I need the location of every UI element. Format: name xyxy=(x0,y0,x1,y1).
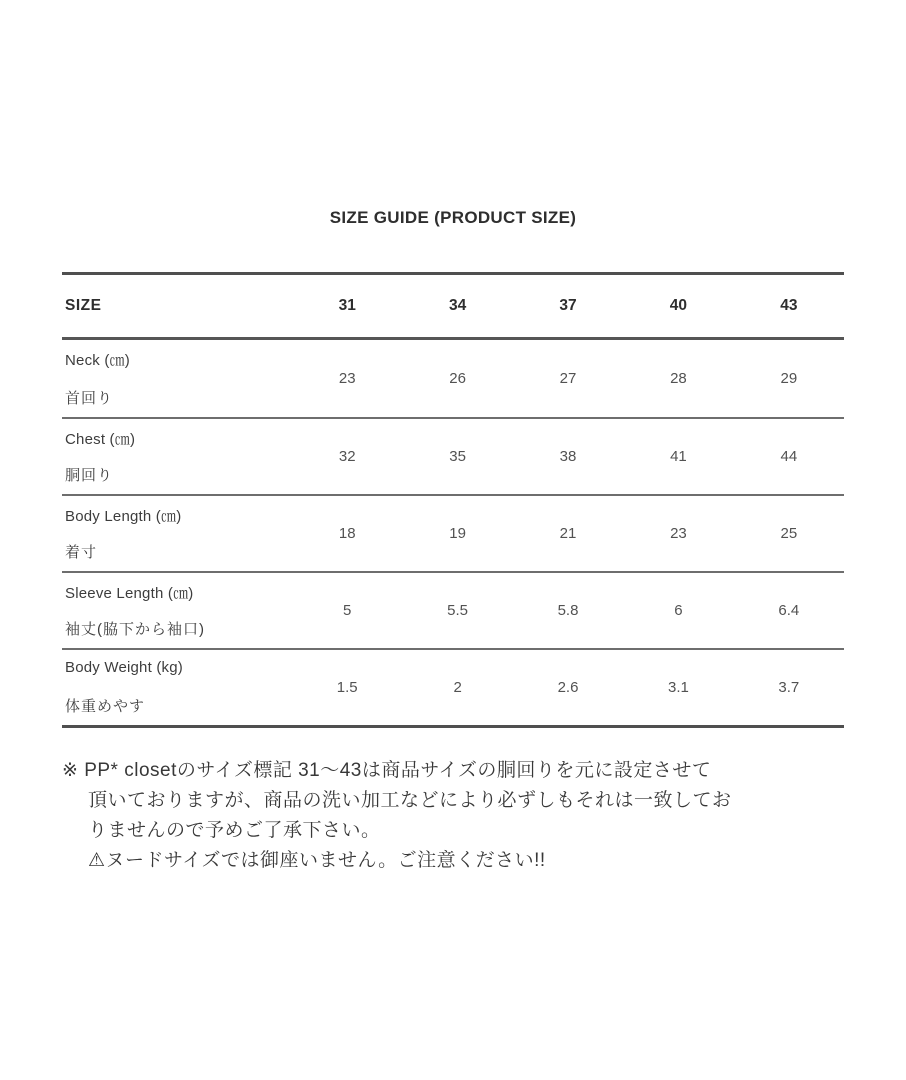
row-label xyxy=(62,340,292,417)
row-label-ja: 胴回り xyxy=(65,467,114,484)
cell-value: 28 xyxy=(670,370,687,387)
table-row-sleeve-length xyxy=(62,571,844,648)
cell-value: 1.5 xyxy=(336,679,358,696)
cell-value: 32 xyxy=(338,448,356,465)
cell-value: 5 xyxy=(343,602,352,619)
cell-value: 6.4 xyxy=(778,602,800,619)
table-row-body-weight xyxy=(62,648,844,725)
table-row-neck xyxy=(62,340,844,417)
cell-value: 3.7 xyxy=(778,679,800,696)
cell-value: 18 xyxy=(338,525,356,542)
row-label-ja: 袖丈(脇下から袖口) xyxy=(65,621,205,638)
cell-value: 44 xyxy=(780,448,798,465)
row-label xyxy=(62,496,292,571)
cell-value: 5.5 xyxy=(447,602,469,619)
row-label xyxy=(62,650,292,725)
row-label-ja: 体重めやす xyxy=(65,698,146,715)
row-label xyxy=(62,573,292,648)
cell-value: 21 xyxy=(559,525,577,542)
size-header-label: SIZE xyxy=(65,297,102,314)
cell-value: 25 xyxy=(780,525,798,542)
size-col-34: 34 xyxy=(448,297,467,314)
row-label-en: Sleeve Length (㎝) xyxy=(65,585,194,602)
row-label-ja: 着寸 xyxy=(65,544,98,561)
cell-value: 23 xyxy=(338,370,356,387)
row-label xyxy=(62,419,292,494)
size-col-40: 40 xyxy=(669,297,688,314)
cell-value: 41 xyxy=(670,448,687,465)
size-note xyxy=(62,756,858,876)
cell-value: 29 xyxy=(780,370,798,387)
cell-value: 3.1 xyxy=(667,679,689,696)
row-label-en: Neck (㎝) xyxy=(65,352,130,369)
cell-value: 38 xyxy=(559,448,577,465)
size-col-31: 31 xyxy=(338,297,356,314)
size-table xyxy=(62,272,844,728)
cell-value: 26 xyxy=(449,370,466,387)
page-title: SIZE GUIDE (PRODUCT SIZE) xyxy=(329,208,577,227)
table-row-body-length xyxy=(62,494,844,571)
table-row-chest xyxy=(62,417,844,494)
cell-value: 35 xyxy=(449,448,466,465)
cell-value: 27 xyxy=(559,370,577,387)
note-line-3: りませんので予めご了承下さい。 xyxy=(88,820,381,841)
cell-value: 5.8 xyxy=(557,602,579,619)
row-label-en: Body Weight (kg) xyxy=(65,659,183,676)
row-label-ja: 首回り xyxy=(65,390,114,407)
cell-value: 2.6 xyxy=(557,679,579,696)
size-col-43: 43 xyxy=(780,297,798,314)
note-line-4: ⚠ヌードサイズでは御座いません。ご注意ください!! xyxy=(88,850,546,871)
row-label-en: Chest (㎝) xyxy=(65,431,136,448)
note-line-2: 頂いておりますが、商品の洗い加工などにより必ずしもそれは一致してお xyxy=(88,790,732,811)
size-col-37: 37 xyxy=(559,297,577,314)
cell-value: 6 xyxy=(674,602,683,619)
cell-value: 2 xyxy=(453,679,462,696)
cell-value: 23 xyxy=(670,525,687,542)
cell-value: 19 xyxy=(449,525,466,542)
table-header-row xyxy=(62,275,844,340)
note-line-1: ※ PP* closetのサイズ標記 31〜43は商品サイズの胴回りを元に設定させて xyxy=(62,760,712,781)
row-label-en: Body Length (㎝) xyxy=(65,508,182,525)
